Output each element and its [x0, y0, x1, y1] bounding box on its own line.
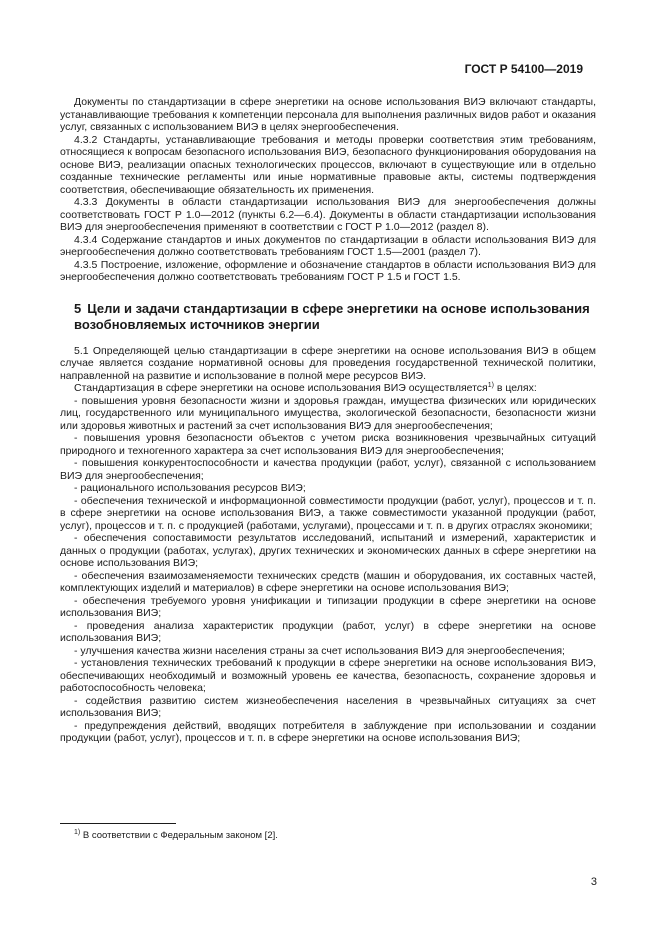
- list-item: - повышения уровня безопасности жизни и здоровья граждан, имущества физических или юридических лиц, государственного или муниципального имущества, экологической безопасности, безопасности жизни или здоровья животных и растений за счет использования ВИЭ для энергообеспечения;: [60, 394, 596, 432]
- lead-text: Стандартизация в сфере энергетики на основе использования ВИЭ осуществляется: [74, 382, 488, 394]
- paragraph-5-1: 5.1 Определяющей целью стандартизации в сфере энергетики на основе использования ВИЭ в общем случае является создание нормативной основы для проведения государственной технической политики, направленной на развитие и использование в полной мере ресурсов ВИЭ.: [60, 344, 596, 382]
- lead-text-after: в целях:: [493, 382, 537, 394]
- list-item: - установления технических требований к продукции в сфере энергетики на основе использования ВИЭ, обеспечивающих необходимый и возможный уровень ее качества, безопасность, сохранение здоровья и работоспособность человека;: [60, 657, 596, 694]
- list-item: - предупреждения действий, вводящих потребителя в заблуждение при использовании и создании продукции (работ, услуг), процессов и т. п. в сфере энергетики на основе использования ВИЭ;: [60, 719, 596, 744]
- section-title: Цели и задачи стандартизации в сфере энергетики на основе использования возобновляемых источников энергии: [74, 300, 590, 332]
- list-item: - обеспечения сопоставимости результатов исследований, испытаний и измерений, характеристик и данных о продукции (работах, услугах), других технических и экономических данных в сфере энергетики на основе использования ВИЭ;: [60, 532, 596, 569]
- paragraph-4-3-3: 4.3.3 Документы в области стандартизации использования ВИЭ для энергообеспечения должны соответствовать ГОСТ Р 1.0—2012 (пункты 6.2—6.4). Документы в области стандартизации использования ВИЭ для энергообеспечения применяют в соответствии с ГОСТ Р 1.0—2012 (раздел 8).: [60, 196, 596, 233]
- lead-paragraph: [60, 382, 596, 395]
- footnote-divider: [60, 823, 176, 824]
- list-item: - улучшения качества жизни населения страны за счет использования ВИЭ для энергообеспечения;: [74, 644, 565, 657]
- list-item: - обеспечения технической и информационной совместимости продукции (работ, услуг), процессов и т. п. в сфере энергетики на основе использования ВИЭ, а также совместимости указанной продукции (работ, услуг), процессов и т. п. с продукцией (работами, услугами), процессами и т. п. в других отраслях экономики;: [60, 494, 596, 532]
- footnote: [74, 830, 278, 841]
- paragraph-4-3-2: 4.3.2 Стандарты, устанавливающие требования и методы проверки соответствия этим требованиям, относящиеся к вопросам безопасного использования ВИЭ, безопасного функционирования оборудования на основе ВИЭ, реализации опасных технологических процессов, включают в существующие или в отдельно созданные технические регламенты или иные нормативные правовые акты, системы подтверждения соответствия, обеспечивающие обязательность их применения.: [60, 133, 596, 196]
- footnote-mark: 1): [74, 829, 81, 836]
- document-id: ГОСТ Р 54100—2019: [464, 62, 583, 76]
- list-item: - обеспечения взаимозаменяемости технических средств (машин и оборудования, их составных частей, комплектующих изделий и материалов) в сфере энергетики на основе использования ВИЭ;: [60, 569, 596, 594]
- list-item: - рационального использования ресурсов ВИЭ;: [74, 482, 306, 494]
- page-body: [60, 96, 596, 745]
- footnote-ref[interactable]: 1): [487, 382, 494, 389]
- section-heading: [60, 301, 596, 333]
- list-item: - обеспечения требуемого уровня унификации и типизации продукции в сфере энергетики на основе использования ВИЭ;: [60, 594, 596, 619]
- footnote-text: В соответствии с Федеральным законом [2].: [82, 830, 278, 841]
- paragraph-4-3-4: 4.3.4 Содержание стандартов и иных документов по стандартизации в области использования ВИЭ для энергообеспечения должно соответствовать требованиям ГОСТ 1.5—2001 (раздел 7).: [60, 233, 596, 258]
- list-item: - проведения анализа характеристик продукции (работ, услуг) в сфере энергетики на основе использования ВИЭ;: [60, 619, 596, 644]
- list-item: - повышения конкурентоспособности и качества продукции (работ, услуг), связанной с использованием ВИЭ для энергообеспечения;: [60, 457, 596, 482]
- page-number: 3: [590, 876, 597, 888]
- list-item: - содействия развитию систем жизнеобеспечения населения в чрезвычайных ситуациях за счет использования ВИЭ;: [60, 694, 596, 719]
- paragraph-4-3-5: 4.3.5 Построение, изложение, оформление и обозначение стандартов в области использования ВИЭ для энергообеспечения должно соответствовать требованиям ГОСТ Р 1.5 и ГОСТ 1.5.: [60, 258, 596, 283]
- section-number: 5: [74, 300, 82, 316]
- list-item: - повышения уровня безопасности объектов с учетом риска возникновения чрезвычайных ситуаций природного и техногенного характера за счет использования ВИЭ для энергообеспечения;: [60, 432, 596, 457]
- paragraph: Документы по стандартизации в сфере энергетики на основе использования ВИЭ включают стандарты, устанавливающие требования к компетенции персонала для выполнения различных видов работ и оказания услуг, связанных с использованием ВИЭ в целях энергообеспечения.: [60, 96, 596, 133]
